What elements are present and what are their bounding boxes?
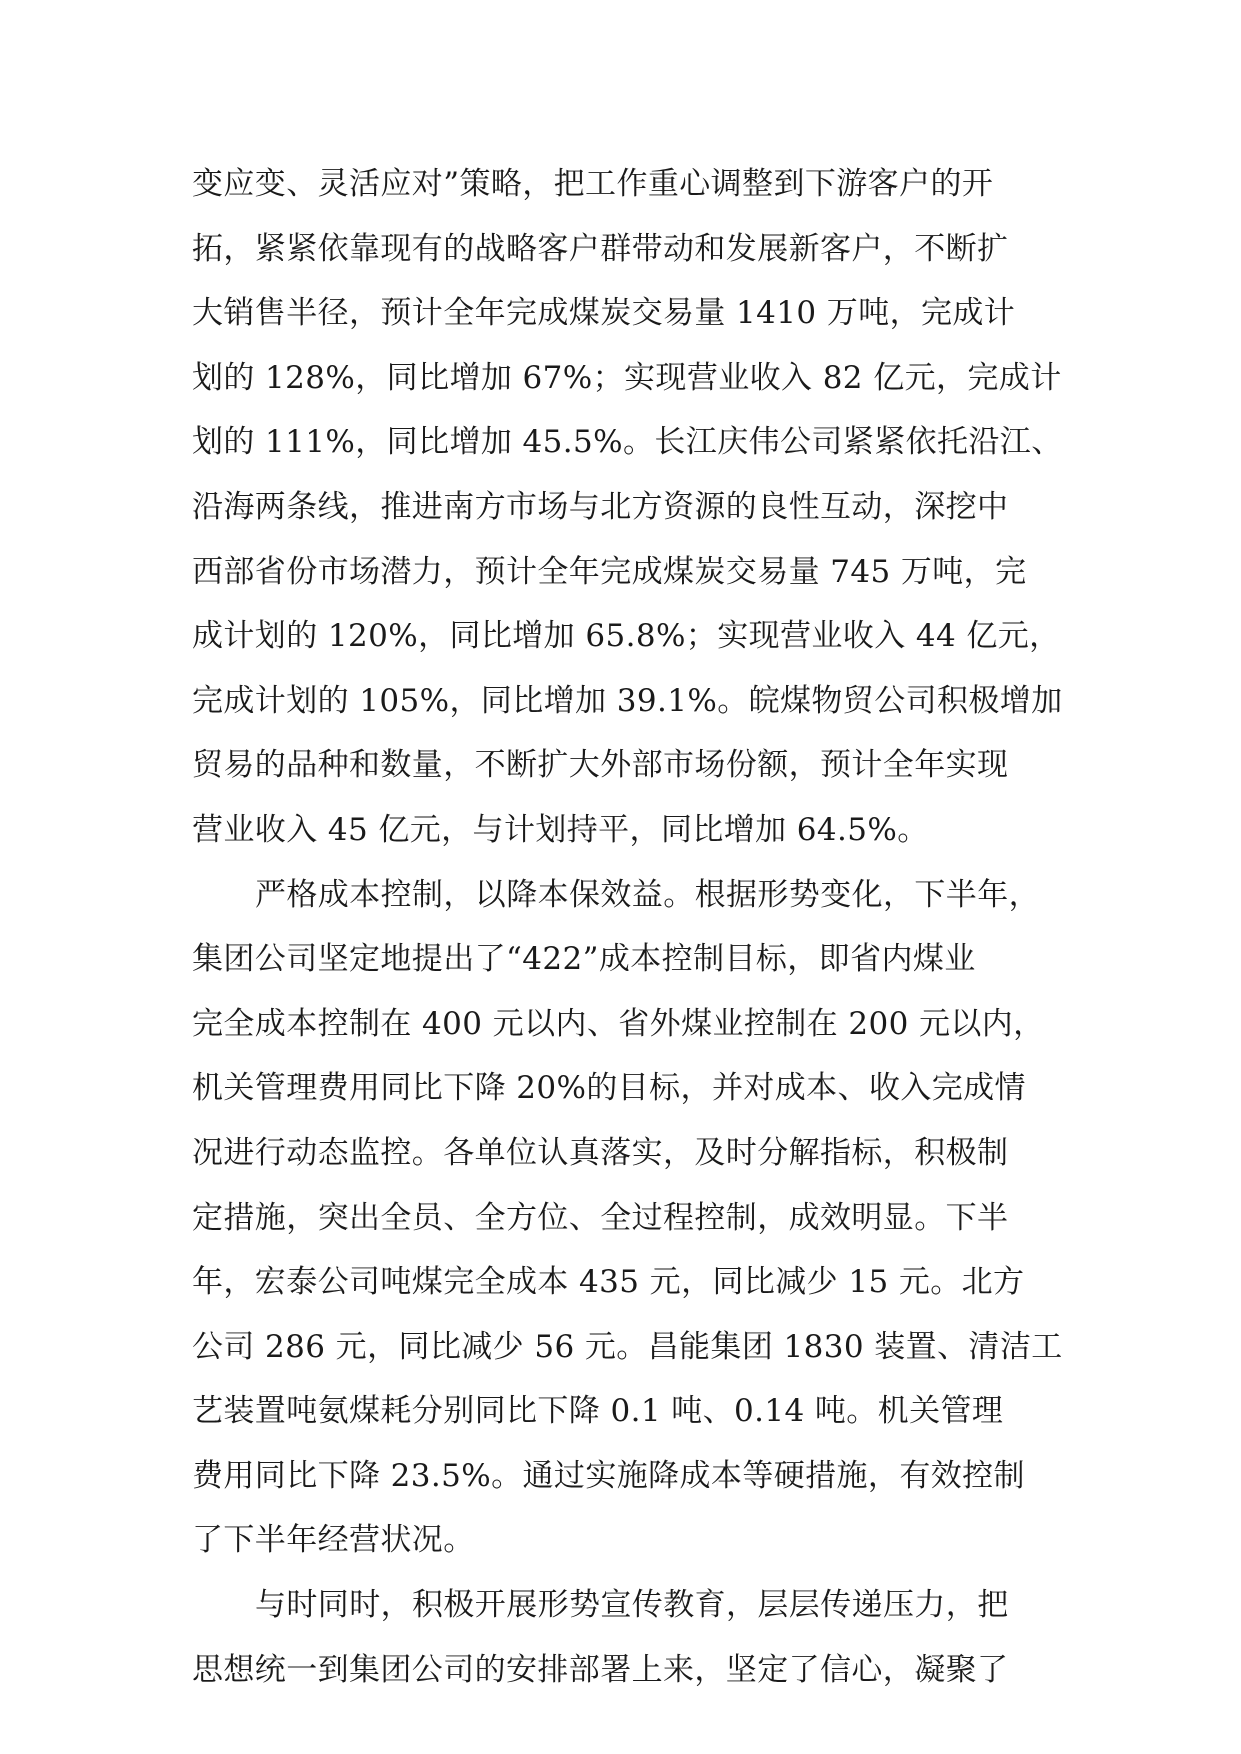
text-line: 西部省份市场潜力，预计全年完成煤炭交易量 745 万吨，完 bbox=[192, 553, 1027, 590]
text-line: 思想统一到集团公司的安排部署上来，坚定了信心，凝聚了 bbox=[192, 1651, 1009, 1688]
text-line: 沿海两条线，推进南方市场与北方资源的良性互动，深挖中 bbox=[192, 488, 1009, 525]
text-line: 严格成本控制，以降本保效益。根据形势变化，下半年， bbox=[255, 876, 1040, 913]
text-line: 贸易的品种和数量，不断扩大外部市场份额，预计全年实现 bbox=[192, 747, 1009, 784]
text-line: 与时同时，积极开展形势宣传教育，层层传递压力，把 bbox=[255, 1587, 1009, 1624]
text-line: 划的 128%，同比增加 67%；实现营业收入 82 亿元，完成计 bbox=[192, 359, 1062, 396]
text-line: 定措施，突出全员、全方位、全过程控制，成效明显。下半 bbox=[192, 1199, 1009, 1236]
text-line: 变应变、灵活应对”策略，把工作重心调整到下游客户的开 bbox=[192, 166, 994, 202]
text-line: 成计划的 120%，同比增加 65.8%；实现营业收入 44 亿元， bbox=[192, 618, 1061, 655]
text-line: 大销售半径，预计全年完成煤炭交易量 1410 万吨，完成计 bbox=[192, 295, 1016, 332]
text-line: 划的 111%，同比增加 45.5%。长江庆伟公司紧紧依托沿江、 bbox=[192, 424, 1063, 461]
text-line: 集团公司坚定地提出了“422”成本控制目标，即省内煤业 bbox=[192, 941, 976, 978]
paragraph-2 bbox=[192, 863, 1063, 1574]
body-text bbox=[192, 152, 1063, 1702]
text-line: 年，宏泰公司吨煤完全成本 435 元，同比减少 15 元。北方 bbox=[192, 1264, 1025, 1301]
text-line: 费用同比下降 23.5%。通过实施降成本等硬措施，有效控制 bbox=[192, 1457, 1025, 1494]
text-line: 拓，紧紧依靠现有的战略客户群带动和发展新客户，不断扩 bbox=[192, 230, 1009, 267]
text-line: 完成计划的 105%，同比增加 39.1%。皖煤物贸公司积极增加 bbox=[192, 682, 1063, 719]
text-line: 艺装置吨氨煤耗分别同比下降 0.1 吨、0.14 吨。机关管理 bbox=[192, 1393, 1004, 1430]
paragraph-3 bbox=[192, 1573, 1052, 1702]
text-line: 况进行动态监控。各单位认真落实，及时分解指标，积极制 bbox=[192, 1134, 1009, 1171]
text-line: 完全成本控制在 400 元以内、省外煤业控制在 200 元以内， bbox=[192, 1005, 1045, 1042]
text-line: 营业收入 45 亿元，与计划持平，同比增加 64.5%。 bbox=[192, 811, 929, 848]
text-line: 机关管理费用同比下降 20%的目标，并对成本、收入完成情 bbox=[192, 1070, 1026, 1107]
text-line: 了下半年经营状况。 bbox=[192, 1522, 475, 1559]
paragraph-1 bbox=[192, 152, 1063, 863]
text-line: 公司 286 元，同比减少 56 元。昌能集团 1830 装置、清洁工 bbox=[192, 1328, 1063, 1365]
